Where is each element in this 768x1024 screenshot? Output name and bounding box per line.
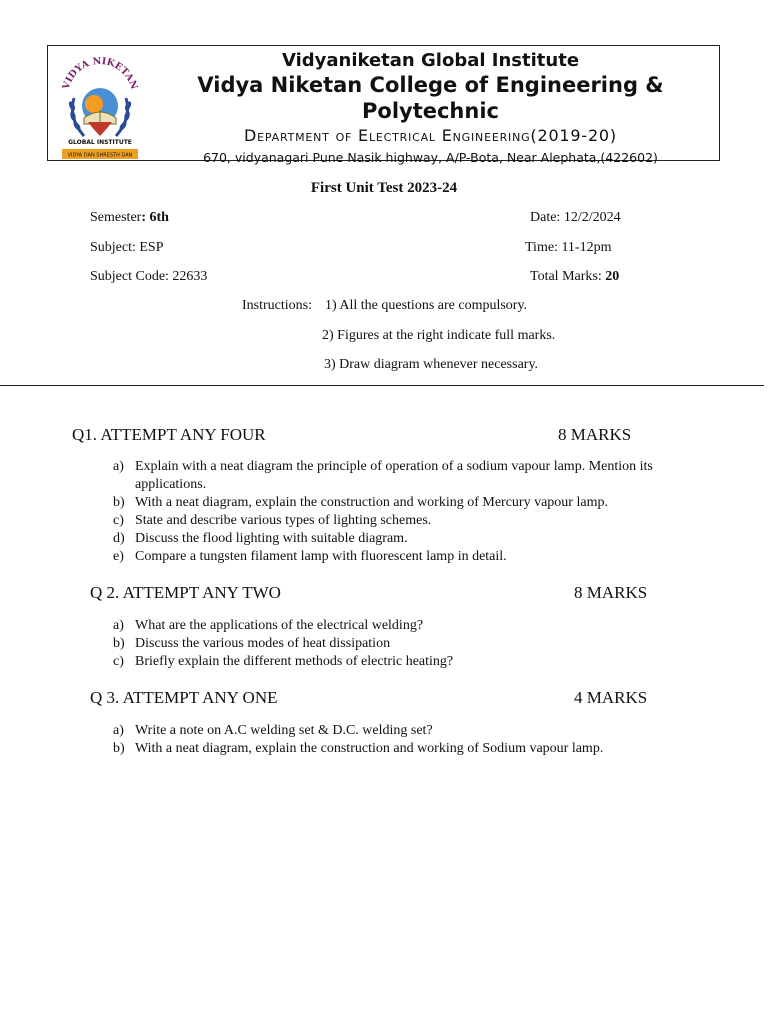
question-2-heading: Q 2. ATTEMPT ANY TWO — [90, 583, 281, 602]
subject-info: Subject: ESP — [90, 240, 164, 255]
question-1-list — [113, 458, 693, 566]
institute-name: Vidyaniketan Global Institute — [281, 50, 580, 71]
test-title: First Unit Test 2023-24 — [310, 180, 458, 196]
logo-banner-text: VIDYA DAN SHRESTH DAN — [67, 152, 133, 159]
list-item: c) State and describe various types of lighting schemes. — [113, 513, 432, 528]
instruction-item: 1) All the questions are compulsory. — [325, 298, 528, 313]
question-1-marks: 8 MARKS — [558, 425, 632, 444]
subject-code-info: Subject Code: 22633 — [90, 269, 208, 284]
total-marks-label: Total Marks: — [530, 269, 606, 284]
logo-global-text: GLOBAL INSTITUTE — [68, 139, 132, 146]
semester-info — [90, 210, 169, 226]
list-item: e) Compare a tungsten filament lamp with fluorescent lamp in detail. — [113, 549, 507, 564]
list-item: b) Discuss the various modes of heat dissipation — [113, 636, 391, 651]
question-3-marks: 4 MARKS — [574, 688, 648, 707]
college-address: 670, vidyanagari Pune Nasik highway, A/P-Bota, Near Alephata,(422602) — [203, 150, 658, 165]
question-3-list — [113, 722, 693, 758]
question-2-list — [113, 617, 693, 671]
date-info: Date: 12/2/2024 — [530, 210, 621, 225]
list-item: a) Explain with a neat diagram the principle of operation of a sodium vapour lamp. Mention its applications. — [113, 459, 653, 492]
time-info: Time: 11-12pm — [525, 240, 612, 255]
total-marks-info — [530, 269, 619, 285]
logo-arc-text: VIDYA NIKETAN — [60, 55, 140, 91]
header-text — [148, 50, 713, 168]
instructions-label: Instructions: — [242, 298, 312, 313]
college-logo — [54, 48, 146, 160]
list-item: b) With a neat diagram, explain the construction and working of Sodium vapour lamp. — [113, 741, 604, 756]
total-marks-value: 20 — [605, 269, 620, 284]
list-item: c) Briefly explain the different methods of electric heating? — [113, 654, 454, 669]
list-item: a) Write a note on A.C welding set & D.C. welding set? — [113, 723, 433, 738]
question-2-marks: 8 MARKS — [574, 583, 648, 602]
question-3-heading: Q 3. ATTEMPT ANY ONE — [90, 688, 278, 707]
list-item: a) What are the applications of the electrical welding? — [113, 618, 424, 633]
list-item: b) With a neat diagram, explain the construction and working of Mercury vapour lamp. — [113, 495, 608, 510]
question-1-heading: Q1. ATTEMPT ANY FOUR — [72, 425, 266, 444]
semester-value: : 6th — [141, 210, 169, 225]
department-name: Department of Electrical Engineering(2019-20) — [244, 126, 617, 145]
list-item: d) Discuss the flood lighting with suitable diagram. — [113, 531, 408, 546]
college-name: Vidya Niketan College of Engineering & Polytechnic — [197, 73, 664, 123]
svg-text:VIDYA NIKETAN — [60, 56, 139, 92]
semester-label: Semester — [90, 210, 142, 225]
divider — [0, 385, 764, 386]
instruction-item: 2) Figures at the right indicate full marks. — [322, 328, 556, 343]
institute-header — [47, 45, 720, 165]
instruction-item: 3) Draw diagram whenever necessary. — [324, 357, 539, 372]
